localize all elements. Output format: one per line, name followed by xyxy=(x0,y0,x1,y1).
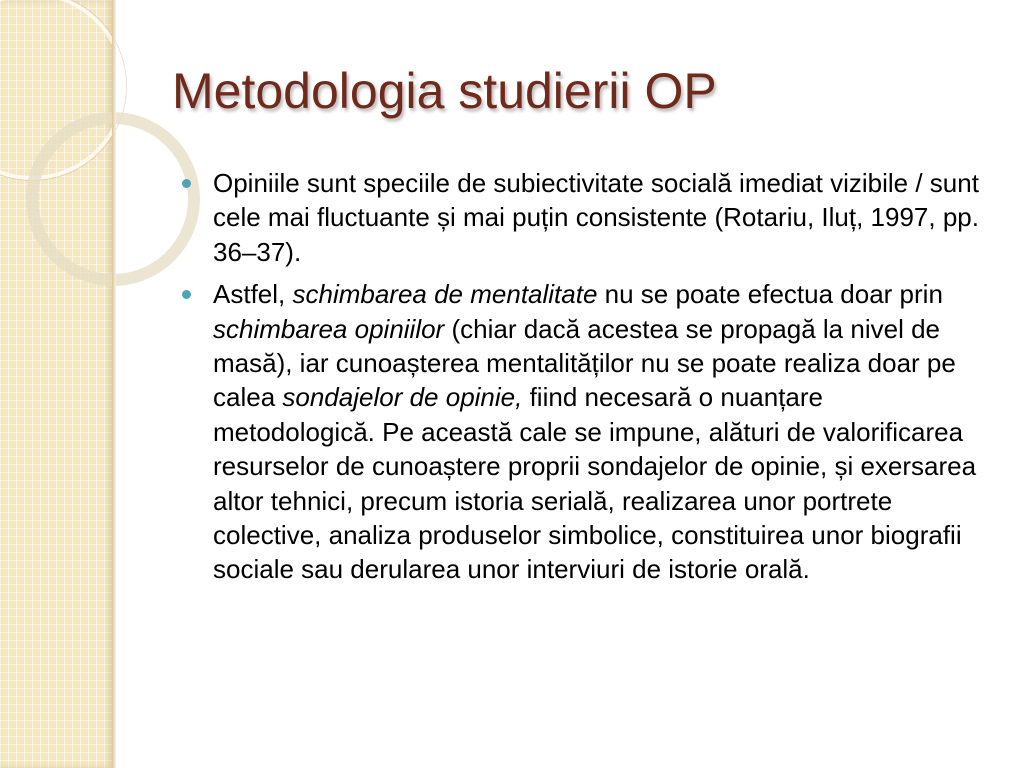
decorative-side-panel xyxy=(0,0,112,768)
bullet-item xyxy=(182,277,992,587)
bullet-text: fiind necesară o nuanțare metodologică. Pe această cale se impune, alături de valorificarea resurselor de cunoaștere proprii sondajelor de opinie, și exersarea altor tehnici, precum istoria serială, realizarea unor portrete colective, analiza produselor simbolice, constituirea unor biografii sociale sau derularea unor interviuri de istorie orală. xyxy=(213,382,977,585)
italic-phrase: schimbarea opiniilor xyxy=(213,313,445,344)
side-panel-edge xyxy=(112,0,116,768)
slide-title: Metodologia studierii OP xyxy=(172,63,717,119)
bullet-text: Opiniile sunt speciile de subiectivitate socială imediat vizibile / sunt cele mai fluctuante și mai puțin consistente (Rotariu, Iluț, 1997, pp. 36–37). xyxy=(213,168,979,267)
bullet-dot-icon xyxy=(182,179,191,188)
bullet-text: (chiar dacă acestea se propagă la nivel de masă), iar cunoașterea mentalităților nu se poate realiza doar pe calea xyxy=(213,313,956,413)
bullet-dot-icon xyxy=(182,290,191,299)
italic-phrase: schimbarea de mentalitate xyxy=(292,279,598,310)
bullet-list xyxy=(182,166,992,595)
bullet-item xyxy=(182,166,992,269)
bullet-text: nu se poate efectua doar prin xyxy=(597,279,943,310)
italic-phrase: sondajelor de opinie, xyxy=(282,382,523,413)
bullet-text: Astfel, xyxy=(213,279,293,310)
